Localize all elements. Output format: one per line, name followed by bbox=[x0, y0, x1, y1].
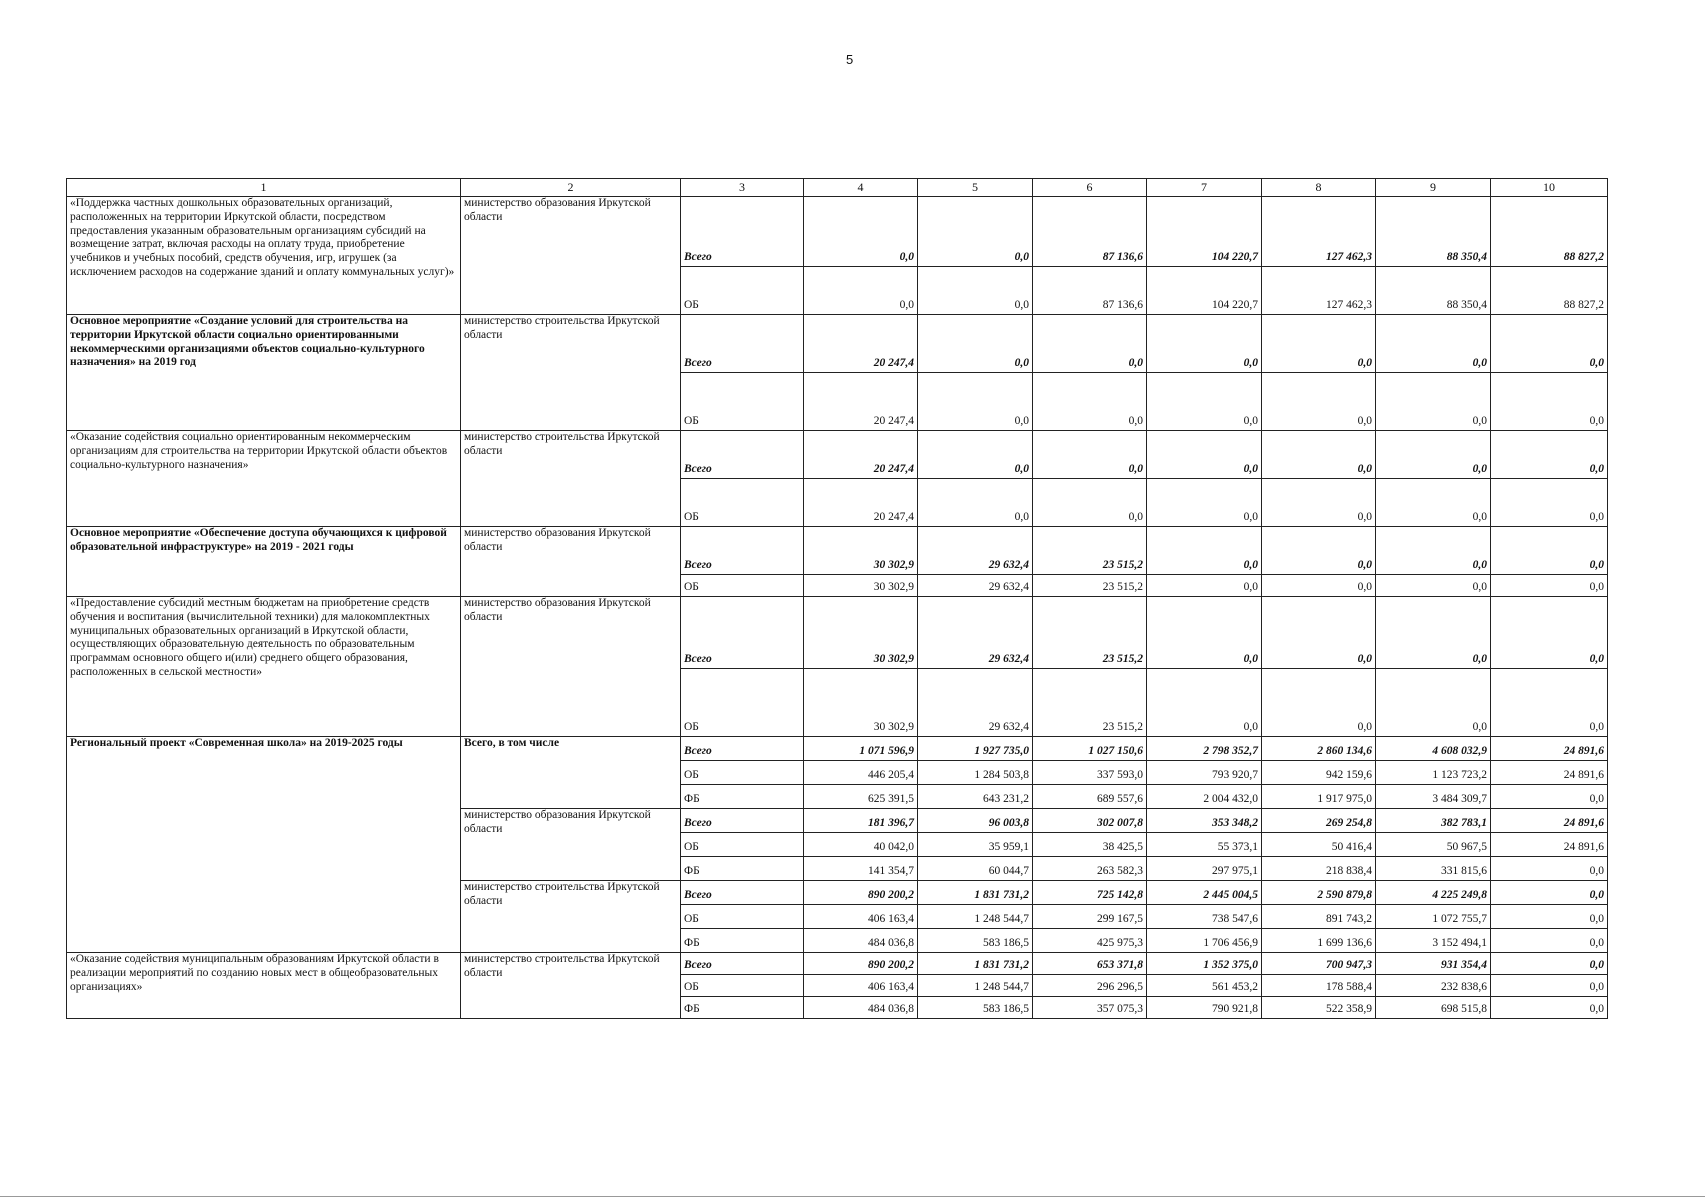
value-cell: 29 632,4 bbox=[918, 597, 1033, 669]
value-cell: 0,0 bbox=[1491, 431, 1608, 479]
value-cell: 2 860 134,6 bbox=[1262, 737, 1376, 761]
value-cell: 0,0 bbox=[1262, 431, 1376, 479]
value-cell: 23 515,2 bbox=[1033, 575, 1147, 597]
value-cell: 891 743,2 bbox=[1262, 905, 1376, 929]
table-row bbox=[67, 431, 1608, 479]
value-cell: 1 927 735,0 bbox=[918, 737, 1033, 761]
header-cell: 3 bbox=[681, 179, 804, 197]
value-cell: 353 348,2 bbox=[1147, 809, 1262, 833]
header-cell: 2 bbox=[461, 179, 681, 197]
header-cell: 9 bbox=[1376, 179, 1491, 197]
value-cell: 425 975,3 bbox=[1033, 929, 1147, 953]
value-cell: 0,0 bbox=[1491, 527, 1608, 575]
value-cell: 87 136,6 bbox=[1033, 267, 1147, 315]
value-cell: 0,0 bbox=[1262, 597, 1376, 669]
value-cell: 23 515,2 bbox=[1033, 597, 1147, 669]
header-cell: 5 bbox=[918, 179, 1033, 197]
value-cell: 1 248 544,7 bbox=[918, 975, 1033, 997]
value-cell: 29 632,4 bbox=[918, 527, 1033, 575]
value-cell: 0,0 bbox=[1491, 881, 1608, 905]
header-row bbox=[67, 179, 1608, 197]
header-cell: 7 bbox=[1147, 179, 1262, 197]
source-cell: Всего bbox=[681, 737, 804, 761]
value-cell: 738 547,6 bbox=[1147, 905, 1262, 929]
value-cell: 0,0 bbox=[1262, 669, 1376, 737]
value-cell: 0,0 bbox=[918, 479, 1033, 527]
value-cell: 2 004 432,0 bbox=[1147, 785, 1262, 809]
value-cell: 0,0 bbox=[1491, 905, 1608, 929]
value-cell: 24 891,6 bbox=[1491, 761, 1608, 785]
value-cell: 104 220,7 bbox=[1147, 267, 1262, 315]
source-cell: ОБ bbox=[681, 669, 804, 737]
value-cell: 0,0 bbox=[918, 373, 1033, 431]
value-cell: 181 396,7 bbox=[804, 809, 918, 833]
value-cell: 127 462,3 bbox=[1262, 197, 1376, 267]
value-cell: 3 152 494,1 bbox=[1376, 929, 1491, 953]
header-cell: 4 bbox=[804, 179, 918, 197]
value-cell: 0,0 bbox=[1147, 597, 1262, 669]
value-cell: 1 706 456,9 bbox=[1147, 929, 1262, 953]
value-cell: 96 003,8 bbox=[918, 809, 1033, 833]
value-cell: 0,0 bbox=[1491, 929, 1608, 953]
responsible-cell: Всего, в том числе bbox=[461, 737, 681, 809]
table-row bbox=[67, 597, 1608, 669]
value-cell: 583 186,5 bbox=[918, 929, 1033, 953]
value-cell: 299 167,5 bbox=[1033, 905, 1147, 929]
source-cell: ОБ bbox=[681, 575, 804, 597]
source-cell: ФБ bbox=[681, 857, 804, 881]
value-cell: 700 947,3 bbox=[1262, 953, 1376, 975]
page-number: 5 bbox=[846, 52, 854, 67]
value-cell: 446 205,4 bbox=[804, 761, 918, 785]
value-cell: 1 284 503,8 bbox=[918, 761, 1033, 785]
value-cell: 23 515,2 bbox=[1033, 669, 1147, 737]
value-cell: 0,0 bbox=[1147, 527, 1262, 575]
value-cell: 0,0 bbox=[1147, 315, 1262, 373]
value-cell: 1 352 375,0 bbox=[1147, 953, 1262, 975]
value-cell: 30 302,9 bbox=[804, 597, 918, 669]
value-cell: 1 917 975,0 bbox=[1262, 785, 1376, 809]
value-cell: 653 371,8 bbox=[1033, 953, 1147, 975]
value-cell: 0,0 bbox=[1376, 527, 1491, 575]
value-cell: 0,0 bbox=[1147, 431, 1262, 479]
value-cell: 942 159,6 bbox=[1262, 761, 1376, 785]
value-cell: 0,0 bbox=[804, 197, 918, 267]
value-cell: 4 225 249,8 bbox=[1376, 881, 1491, 905]
value-cell: 0,0 bbox=[1033, 431, 1147, 479]
source-cell: ОБ bbox=[681, 833, 804, 857]
header-cell: 10 bbox=[1491, 179, 1608, 197]
value-cell: 689 557,6 bbox=[1033, 785, 1147, 809]
value-cell: 0,0 bbox=[918, 267, 1033, 315]
value-cell: 20 247,4 bbox=[804, 373, 918, 431]
value-cell: 0,0 bbox=[1491, 373, 1608, 431]
value-cell: 931 354,4 bbox=[1376, 953, 1491, 975]
value-cell: 790 921,8 bbox=[1147, 997, 1262, 1019]
value-cell: 890 200,2 bbox=[804, 881, 918, 905]
value-cell: 232 838,6 bbox=[1376, 975, 1491, 997]
value-cell: 406 163,4 bbox=[804, 905, 918, 929]
value-cell: 2 590 879,8 bbox=[1262, 881, 1376, 905]
responsible-cell: министерство строительства Иркутской области bbox=[461, 431, 681, 527]
value-cell: 0,0 bbox=[1262, 527, 1376, 575]
responsible-cell: министерство образования Иркутской области bbox=[461, 597, 681, 737]
value-cell: 104 220,7 bbox=[1147, 197, 1262, 267]
value-cell: 35 959,1 bbox=[918, 833, 1033, 857]
value-cell: 50 416,4 bbox=[1262, 833, 1376, 857]
measure-description: «Оказание содействия социально ориентированным некоммерческим организациям для строительства на территории Иркутской области объектов социально-культурного назначения» bbox=[67, 431, 461, 527]
value-cell: 1 072 755,7 bbox=[1376, 905, 1491, 929]
value-cell: 0,0 bbox=[1376, 669, 1491, 737]
value-cell: 0,0 bbox=[1491, 997, 1608, 1019]
source-cell: ОБ bbox=[681, 975, 804, 997]
value-cell: 20 247,4 bbox=[804, 315, 918, 373]
source-cell: ФБ bbox=[681, 785, 804, 809]
scan-artifact bbox=[0, 1196, 1705, 1197]
value-cell: 0,0 bbox=[1262, 315, 1376, 373]
value-cell: 0,0 bbox=[918, 197, 1033, 267]
value-cell: 24 891,6 bbox=[1491, 833, 1608, 857]
value-cell: 0,0 bbox=[1491, 785, 1608, 809]
value-cell: 561 453,2 bbox=[1147, 975, 1262, 997]
value-cell: 643 231,2 bbox=[918, 785, 1033, 809]
responsible-cell: министерство образования Иркутской области bbox=[461, 197, 681, 315]
value-cell: 40 042,0 bbox=[804, 833, 918, 857]
value-cell: 38 425,5 bbox=[1033, 833, 1147, 857]
table-row bbox=[67, 737, 1608, 761]
value-cell: 382 783,1 bbox=[1376, 809, 1491, 833]
value-cell: 0,0 bbox=[1262, 479, 1376, 527]
value-cell: 269 254,8 bbox=[1262, 809, 1376, 833]
value-cell: 30 302,9 bbox=[804, 527, 918, 575]
value-cell: 50 967,5 bbox=[1376, 833, 1491, 857]
value-cell: 0,0 bbox=[1491, 315, 1608, 373]
value-cell: 890 200,2 bbox=[804, 953, 918, 975]
value-cell: 3 484 309,7 bbox=[1376, 785, 1491, 809]
source-cell: ФБ bbox=[681, 929, 804, 953]
value-cell: 1 248 544,7 bbox=[918, 905, 1033, 929]
value-cell: 484 036,8 bbox=[804, 997, 918, 1019]
responsible-cell: министерство строительства Иркутской области bbox=[461, 881, 681, 953]
value-cell: 625 391,5 bbox=[804, 785, 918, 809]
budget-table bbox=[66, 178, 1608, 1019]
responsible-cell: министерство строительства Иркутской области bbox=[461, 315, 681, 431]
source-cell: Всего bbox=[681, 315, 804, 373]
value-cell: 0,0 bbox=[1376, 373, 1491, 431]
value-cell: 4 608 032,9 bbox=[1376, 737, 1491, 761]
value-cell: 2 445 004,5 bbox=[1147, 881, 1262, 905]
source-cell: ОБ bbox=[681, 267, 804, 315]
value-cell: 20 247,4 bbox=[804, 431, 918, 479]
value-cell: 0,0 bbox=[1262, 373, 1376, 431]
value-cell: 297 975,1 bbox=[1147, 857, 1262, 881]
measure-description: Основное мероприятие «Обеспечение доступа обучающихся к цифровой образовательной инфраструктуре» на 2019 - 2021 годы bbox=[67, 527, 461, 597]
value-cell: 1 831 731,2 bbox=[918, 881, 1033, 905]
value-cell: 725 142,8 bbox=[1033, 881, 1147, 905]
header-cell: 6 bbox=[1033, 179, 1147, 197]
value-cell: 0,0 bbox=[1376, 315, 1491, 373]
value-cell: 0,0 bbox=[1147, 479, 1262, 527]
value-cell: 178 588,4 bbox=[1262, 975, 1376, 997]
value-cell: 24 891,6 bbox=[1491, 809, 1608, 833]
table-row bbox=[67, 315, 1608, 373]
value-cell: 296 296,5 bbox=[1033, 975, 1147, 997]
measure-description: Основное мероприятие «Создание условий для строительства на территории Иркутской области социально ориентированными некоммерческими организациями объектов социально-культурного назначения» на 2019 год bbox=[67, 315, 461, 431]
table-row bbox=[67, 953, 1608, 975]
value-cell: 0,0 bbox=[1147, 669, 1262, 737]
value-cell: 793 920,7 bbox=[1147, 761, 1262, 785]
value-cell: 0,0 bbox=[1491, 953, 1608, 975]
value-cell: 0,0 bbox=[1033, 315, 1147, 373]
header-cell: 1 bbox=[67, 179, 461, 197]
value-cell: 1 123 723,2 bbox=[1376, 761, 1491, 785]
value-cell: 0,0 bbox=[804, 267, 918, 315]
value-cell: 484 036,8 bbox=[804, 929, 918, 953]
value-cell: 0,0 bbox=[1491, 669, 1608, 737]
responsible-cell: министерство строительства Иркутской области bbox=[461, 953, 681, 1019]
value-cell: 88 827,2 bbox=[1491, 267, 1608, 315]
value-cell: 0,0 bbox=[1491, 597, 1608, 669]
value-cell: 0,0 bbox=[1033, 373, 1147, 431]
measure-description: «Поддержка частных дошкольных образовательных организаций, расположенных на территории Иркутской области, посредством предоставления указанным образовательным организациям субсидий на возмещение затрат, включая расходы на оплату труда, приобретение учебников и учебных пособий, средств обучения, игр, игрушек (за исключением расходов на содержание зданий и оплату коммунальных услуг)» bbox=[67, 197, 461, 315]
value-cell: 0,0 bbox=[918, 431, 1033, 479]
value-cell: 0,0 bbox=[1147, 373, 1262, 431]
source-cell: Всего bbox=[681, 597, 804, 669]
value-cell: 0,0 bbox=[1491, 479, 1608, 527]
value-cell: 583 186,5 bbox=[918, 997, 1033, 1019]
value-cell: 522 358,9 bbox=[1262, 997, 1376, 1019]
value-cell: 0,0 bbox=[918, 315, 1033, 373]
value-cell: 698 515,8 bbox=[1376, 997, 1491, 1019]
source-cell: ОБ bbox=[681, 761, 804, 785]
value-cell: 0,0 bbox=[1491, 575, 1608, 597]
value-cell: 2 798 352,7 bbox=[1147, 737, 1262, 761]
header-cell: 8 bbox=[1262, 179, 1376, 197]
value-cell: 0,0 bbox=[1491, 857, 1608, 881]
value-cell: 0,0 bbox=[1491, 975, 1608, 997]
source-cell: Всего bbox=[681, 431, 804, 479]
value-cell: 88 350,4 bbox=[1376, 267, 1491, 315]
value-cell: 55 373,1 bbox=[1147, 833, 1262, 857]
measure-description: «Предоставление субсидий местным бюджетам на приобретение средств обучения и воспитания (вычислительной техники) для малокомплектных муниципальных образовательных организаций в Иркутской области, осуществляющих образовательную деятельность по образовательным программам основного общего и(или) среднего общего образования, расположенных в сельской местности» bbox=[67, 597, 461, 737]
value-cell: 30 302,9 bbox=[804, 669, 918, 737]
value-cell: 0,0 bbox=[1033, 479, 1147, 527]
measure-description: «Оказание содействия муниципальным образованиям Иркутской области в реализации мероприятий по созданию новых мест в общеобразовательных организациях» bbox=[67, 953, 461, 1019]
source-cell: Всего bbox=[681, 953, 804, 975]
value-cell: 20 247,4 bbox=[804, 479, 918, 527]
value-cell: 337 593,0 bbox=[1033, 761, 1147, 785]
value-cell: 0,0 bbox=[1147, 575, 1262, 597]
value-cell: 24 891,6 bbox=[1491, 737, 1608, 761]
value-cell: 87 136,6 bbox=[1033, 197, 1147, 267]
value-cell: 88 827,2 bbox=[1491, 197, 1608, 267]
value-cell: 1 027 150,6 bbox=[1033, 737, 1147, 761]
value-cell: 218 838,4 bbox=[1262, 857, 1376, 881]
source-cell: Всего bbox=[681, 527, 804, 575]
value-cell: 29 632,4 bbox=[918, 669, 1033, 737]
source-cell: ФБ bbox=[681, 997, 804, 1019]
value-cell: 1 071 596,9 bbox=[804, 737, 918, 761]
source-cell: Всего bbox=[681, 881, 804, 905]
value-cell: 1 699 136,6 bbox=[1262, 929, 1376, 953]
value-cell: 23 515,2 bbox=[1033, 527, 1147, 575]
value-cell: 406 163,4 bbox=[804, 975, 918, 997]
value-cell: 0,0 bbox=[1376, 479, 1491, 527]
value-cell: 88 350,4 bbox=[1376, 197, 1491, 267]
responsible-cell: министерство образования Иркутской области bbox=[461, 809, 681, 881]
project-description: Региональный проект «Современная школа» на 2019-2025 годы bbox=[67, 737, 461, 953]
source-cell: ОБ bbox=[681, 373, 804, 431]
value-cell: 263 582,3 bbox=[1033, 857, 1147, 881]
value-cell: 0,0 bbox=[1262, 575, 1376, 597]
source-cell: ОБ bbox=[681, 479, 804, 527]
source-cell: Всего bbox=[681, 197, 804, 267]
value-cell: 331 815,6 bbox=[1376, 857, 1491, 881]
value-cell: 0,0 bbox=[1376, 575, 1491, 597]
value-cell: 60 044,7 bbox=[918, 857, 1033, 881]
value-cell: 30 302,9 bbox=[804, 575, 918, 597]
value-cell: 302 007,8 bbox=[1033, 809, 1147, 833]
value-cell: 127 462,3 bbox=[1262, 267, 1376, 315]
responsible-cell: министерство образования Иркутской области bbox=[461, 527, 681, 597]
value-cell: 1 831 731,2 bbox=[918, 953, 1033, 975]
value-cell: 29 632,4 bbox=[918, 575, 1033, 597]
source-cell: ОБ bbox=[681, 905, 804, 929]
value-cell: 0,0 bbox=[1376, 431, 1491, 479]
value-cell: 357 075,3 bbox=[1033, 997, 1147, 1019]
value-cell: 0,0 bbox=[1376, 597, 1491, 669]
table-row bbox=[67, 197, 1608, 267]
table-row bbox=[67, 527, 1608, 575]
source-cell: Всего bbox=[681, 809, 804, 833]
value-cell: 141 354,7 bbox=[804, 857, 918, 881]
